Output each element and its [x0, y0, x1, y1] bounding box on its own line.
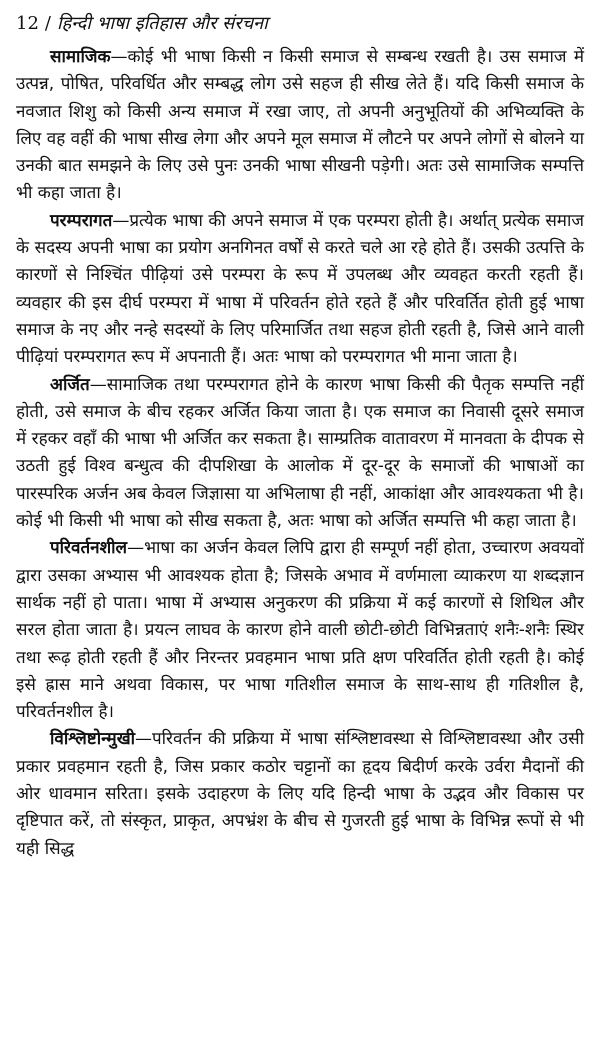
- paragraph-term: सामाजिक: [50, 47, 111, 67]
- paragraph-term: परिवर्तनशील: [50, 538, 128, 559]
- paragraph-parivartansheel: [16, 535, 584, 726]
- paragraph-term: परम्परागत: [50, 210, 113, 231]
- paragraph-text: —भाषा का अर्जन केवल लिपि द्वारा ही सम्पूर्ण नहीं होता, उच्चारण अवयवों द्वारा उसका अभ्यास भी आवश्यक होता है; जिसके अभाव में वर्णमाला व्याकरण या शब्दज्ञान सार्थक नहीं हो पाता। भाषा में अभ्यास अनुकरण की प्रक्रिया में कई कारणों से शिथिल और सरल होता जाता है। प्रयत्न लाघव के कारण होने वाली छोटी-छोटी विभिन्नताएं शनैः-शनैः स्थिर तथा रूढ़ होती रहती हैं और निरन्तर प्रवहमान भाषा प्रति क्षण परिवर्तित होती रहती है। कोई इसे ह्रास माने अथवा विकास, पर भाषा गतिशील समाज के साथ-साथ ही गतिशील है, परिवर्तनशील है।: [16, 538, 584, 723]
- paragraph-arjit: [16, 372, 584, 536]
- paragraph-vishlishtonmukhi: [16, 726, 584, 862]
- paragraph-text: —सामाजिक तथा परम्परागत होने के कारण भाषा किसी की पैतृक सम्पत्ति नहीं होती, उसे समाज के बीच रहकर अर्जित किया जाता है। एक समाज का निवासी दूसरे समाज में रहकर वहाँ की भाषा भी अर्जित कर सकता है। साम्प्रतिक वातावरण में मानवता के दीपक से उठती हुई विश्व बन्धुत्व की दीपशिखा के आलोक में दूर-दूर के समाजों की भाषाओं का पारस्परिक अर्जन अब केवल जिज्ञासा या अभिलाषा ही नहीं, आकांक्षा और आवश्यकता भी है। कोई भी किसी भी भाषा को सीख सकता है, अतः भाषा को अर्जित सम्पत्ति भी कहा जाता है।: [16, 374, 584, 532]
- paragraph-samajik: [16, 44, 584, 208]
- page-number: 12: [16, 13, 39, 34]
- paragraph-text: —कोई भी भाषा किसी न किसी समाज से सम्बन्ध रखती है। उस समाज में उत्पन्न, पोषित, परिवर्धित और सम्बद्ध लोग उसे सहज ही सीख लेते हैं। यदि किसी समाज के नवजात शिशु को किसी अन्य समाज में रखा जाए, तो अपनी अनुभूतियों की अभिव्यक्ति के लिए वह वहीं की भाषा सीख लेगा और अपने मूल समाज में लौटने पर अपने लोगों से बोलने या उनकी बात समझने के लिए उसे पुनः उनकी भाषा सीखनी पड़ेगी। अतः उसे सामाजिक सम्पत्ति भी कहा जाता है।: [16, 47, 584, 204]
- running-header: [16, 10, 584, 38]
- paragraph-text: —प्रत्येक भाषा की अपने समाज में एक परम्परा होती है। अर्थात् प्रत्येक समाज के सदस्य अपनी भाषा का प्रयोग अनगिनत वर्षों से करते चले आ रहे होते हैं। उसकी उत्पत्ति के कारणों से निश्चिंत पीढ़ियां उसे परम्परा के रूप में उपलब्ध और व्यवहत करती रहती हैं। व्यवहार की इस दीर्घ परम्परा में भाषा में परिवर्तन होते रहते हैं और परिवर्तित होती हुई भाषा समाज के नए और नन्हे सदस्यों के लिए परिमार्जित तथा सहज होती रहती है, जिसे आने वाली पीढ़ियां परम्परागत रूप में अपनाती हैं। अतः भाषा को परम्परागत भी माना जाता है।: [16, 210, 584, 368]
- paragraph-term: विश्लिष्टोन्मुखी: [50, 729, 135, 750]
- book-title: हिन्दी भाषा इतिहास और संरचना: [56, 13, 268, 34]
- paragraph-text: —परिवर्तन की प्रक्रिया में भाषा संश्लिष्टावस्था से विश्लिष्टावस्था और उसी प्रकार प्रवहमान रहती है, जिस प्रकार कठोर चट्टानों का हृदय बिदीर्ण करके उर्वरा मैदानों की ओर धावमान सरिता। इसके उदाहरण के लिए यदि हिन्दी भाषा के उद्भव और विकास पर दृष्टिपात करें, तो संस्कृत, प्राकृत, अपभ्रंश के बीच से गुजरती हुई भाषा के विभिन्न रूपों से भी यही सिद्ध: [16, 729, 584, 859]
- paragraph-paramparagat: [16, 208, 584, 372]
- paragraph-term: अर्जित: [50, 374, 90, 395]
- header-separator: /: [44, 13, 51, 34]
